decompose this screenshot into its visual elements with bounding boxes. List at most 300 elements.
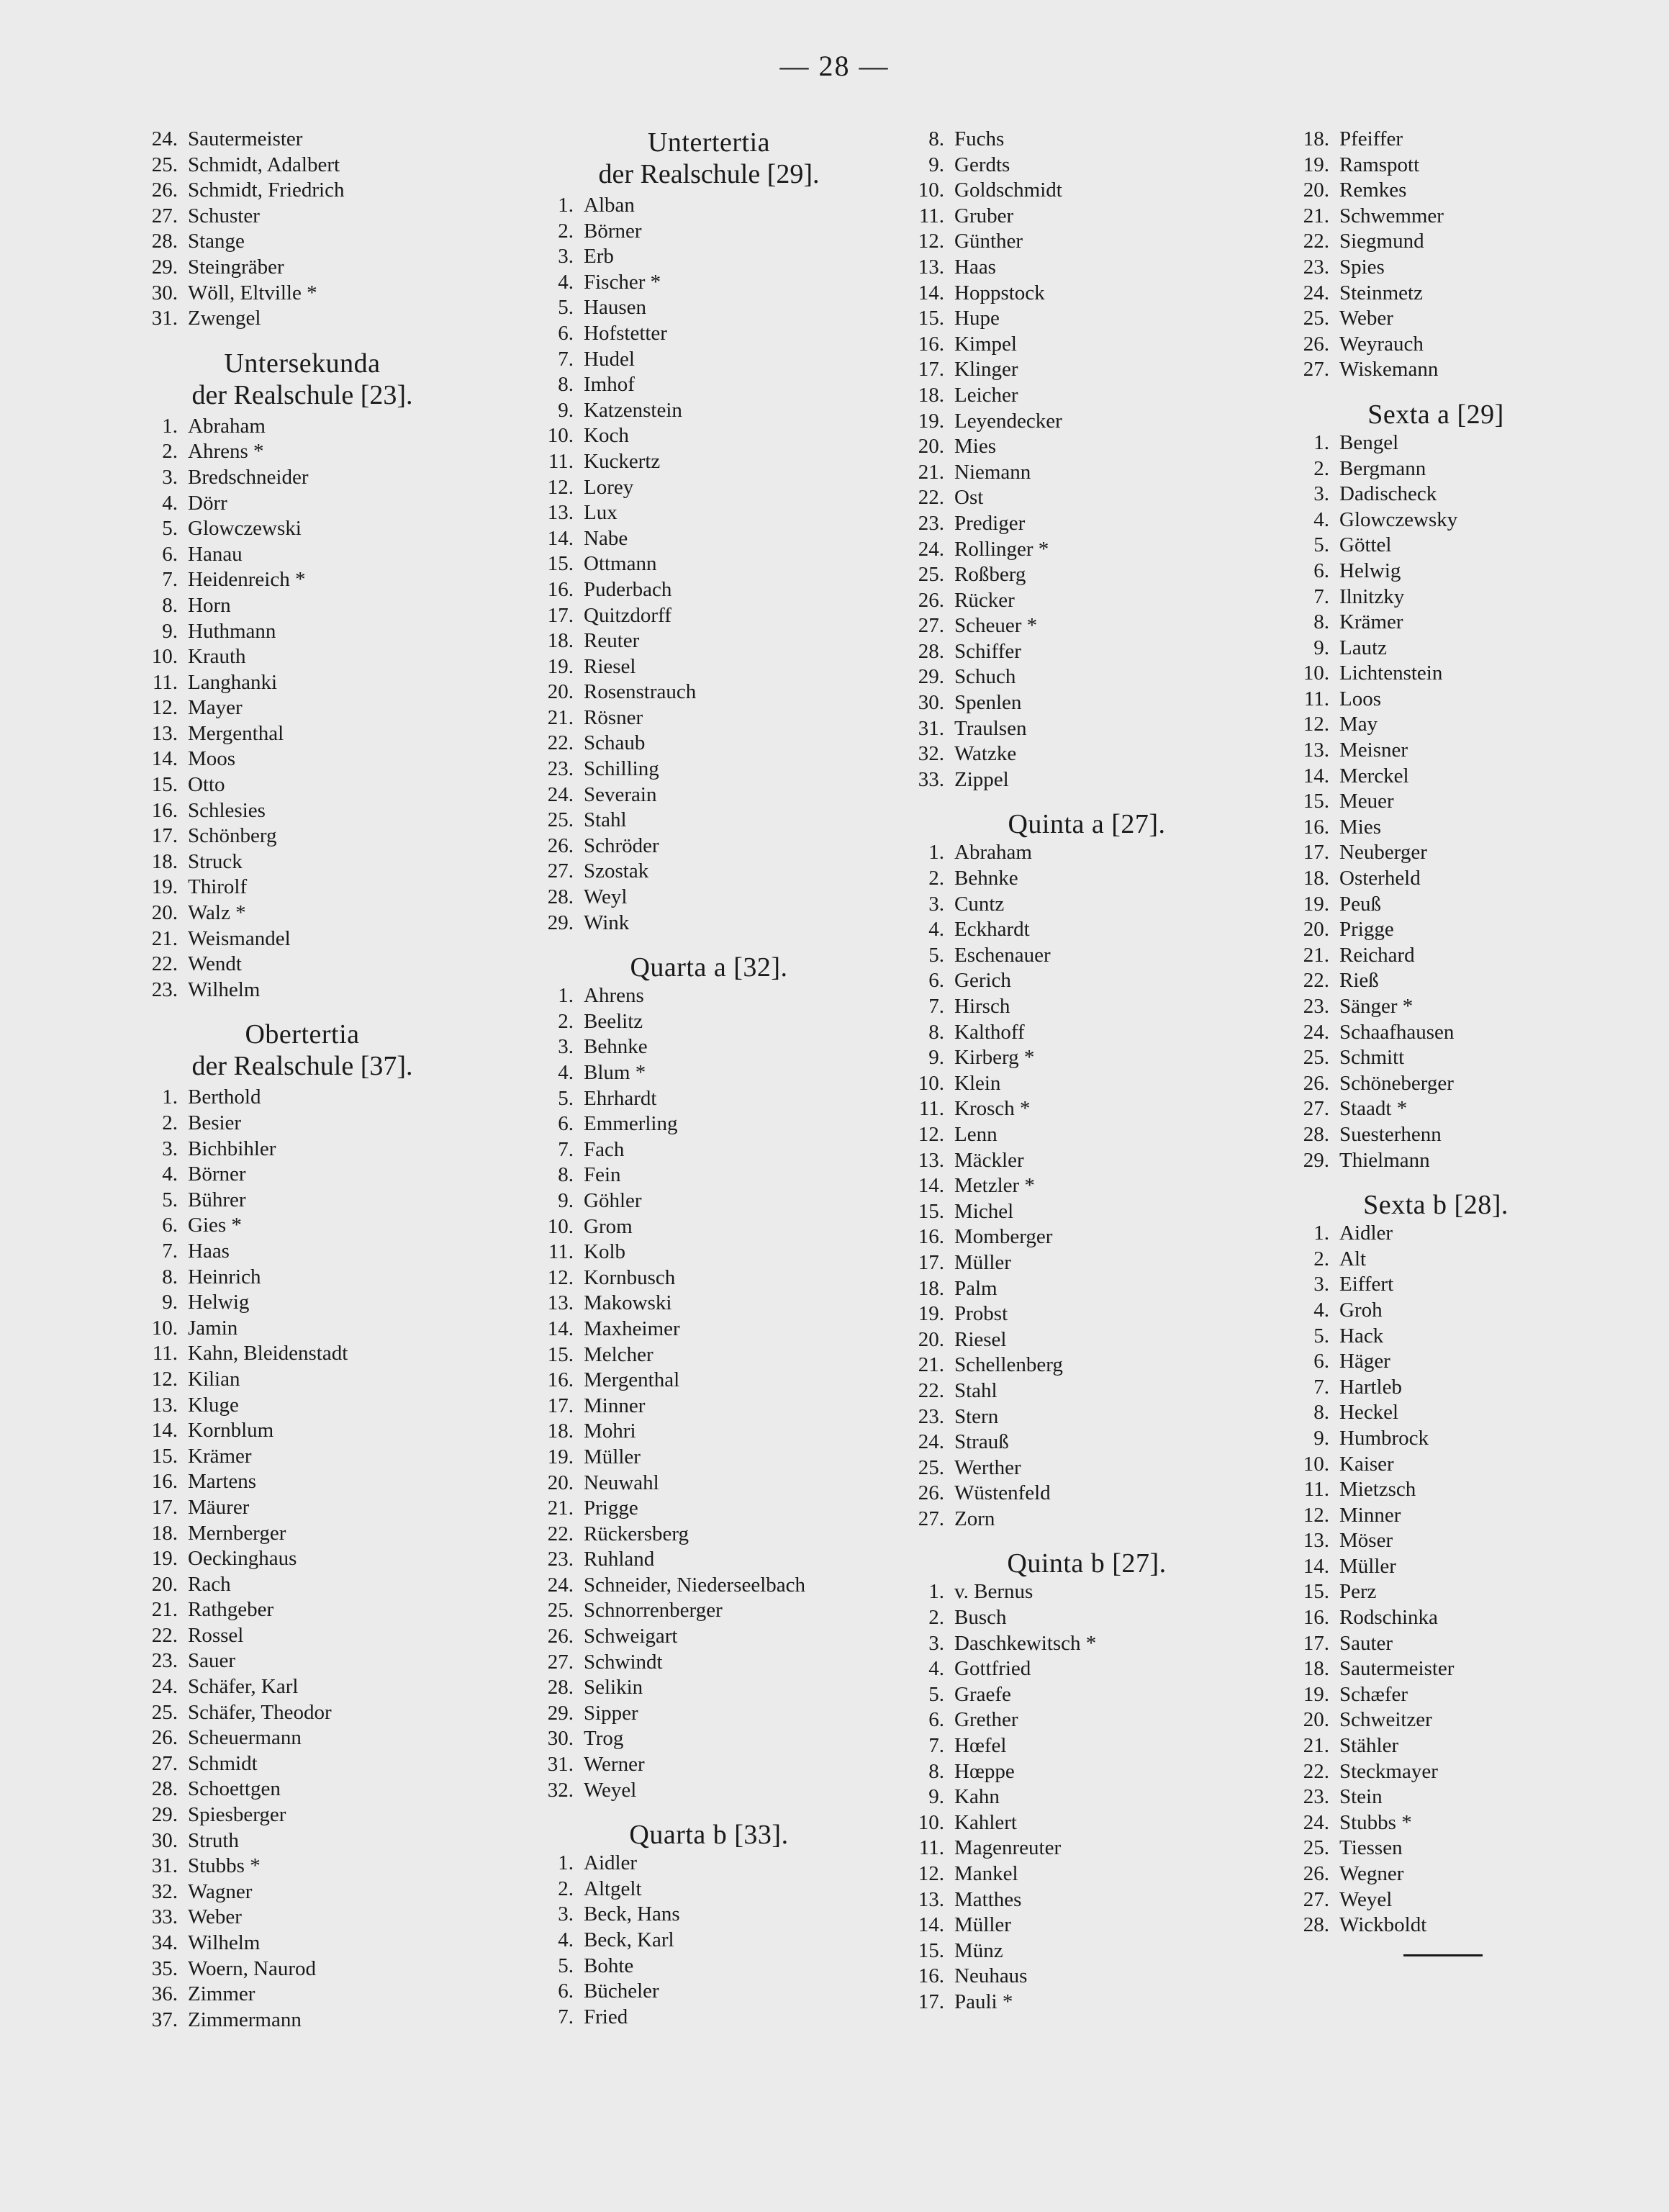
entry-number: 29. — [151, 255, 178, 279]
list-item — [900, 1148, 1274, 1174]
entry-number: 18. — [1303, 867, 1329, 890]
list-item — [900, 943, 1274, 969]
entry-number: 15. — [918, 1199, 944, 1223]
entry-name: Prigge — [584, 1497, 638, 1520]
entry-number: 23. — [151, 1649, 178, 1673]
entry-name: Sautermeister — [1339, 1657, 1455, 1681]
list-item — [529, 1573, 889, 1599]
list-item — [1285, 229, 1587, 255]
list-item — [529, 244, 889, 270]
entry-name: Rodschinka — [1339, 1606, 1438, 1630]
list-item — [900, 255, 1274, 281]
entry-number: 3. — [928, 892, 944, 916]
list-item — [133, 1777, 471, 1802]
entry-name: Grom — [584, 1214, 633, 1238]
entry-number: 10. — [1303, 1452, 1329, 1476]
list-item — [529, 1214, 889, 1240]
list-item — [133, 926, 471, 952]
entry-number: 20. — [547, 1471, 574, 1494]
list-item — [133, 952, 471, 978]
section-heading: Quarta b [33]. — [629, 1820, 789, 1851]
entry-name: Mies — [1339, 815, 1381, 839]
entry-name: Weyel — [584, 1778, 637, 1802]
list-item — [529, 1701, 889, 1727]
entry-number: 17. — [918, 1250, 944, 1274]
entry-name: Roßberg — [954, 563, 1026, 587]
entry-number: 24. — [547, 782, 574, 806]
entry-name: Rieß — [1339, 969, 1379, 993]
class-section — [900, 1548, 1274, 2015]
entry-name: Neuhaus — [954, 1964, 1028, 1988]
entry-number: 16. — [151, 1470, 178, 1494]
list-item — [529, 270, 889, 296]
entry-name: Schweigart — [584, 1625, 678, 1648]
list-item — [1285, 204, 1587, 230]
entry-number: 18. — [151, 849, 178, 873]
entry-number: 20. — [151, 901, 178, 925]
entry-name: Haas — [954, 255, 996, 279]
entry-number: 26. — [1303, 332, 1329, 356]
list-item — [1285, 306, 1587, 332]
list-item — [1285, 1861, 1587, 1887]
entry-name: Huthmann — [188, 619, 276, 643]
entry-number: 27. — [1303, 358, 1329, 382]
list-item — [529, 219, 889, 245]
list-item — [529, 885, 889, 911]
list-item — [133, 1879, 471, 1905]
entry-number: 23. — [547, 757, 574, 781]
entry-number: 19. — [1303, 1682, 1329, 1706]
entry-number: 22. — [151, 952, 178, 976]
entry-number: 8. — [1313, 1401, 1329, 1425]
list-item — [1285, 482, 1587, 507]
list-item — [529, 1675, 889, 1701]
list-item — [900, 204, 1274, 230]
entry-number: 6. — [1313, 559, 1329, 582]
entry-name: Blum * — [584, 1061, 646, 1084]
entry-number: 10. — [151, 645, 178, 669]
entry-number: 10. — [918, 1071, 944, 1095]
entry-name: Gerich — [954, 969, 1011, 993]
list-item — [900, 1481, 1274, 1507]
list-item — [529, 1522, 889, 1548]
entry-name: Imhof — [584, 373, 635, 397]
entry-name: Schwindt — [584, 1650, 663, 1674]
entry-number: 13. — [151, 1393, 178, 1417]
entry-number: 6. — [1313, 1350, 1329, 1373]
entry-name: Magenreuter — [954, 1836, 1062, 1860]
entry-name: Behnke — [954, 867, 1018, 890]
entry-number: 21. — [547, 705, 574, 729]
list-item — [900, 664, 1274, 690]
entry-name: Schöneberger — [1339, 1071, 1454, 1095]
list-item — [133, 1854, 471, 1879]
entry-name: Koch — [584, 424, 629, 448]
entry-number: 28. — [1303, 1913, 1329, 1937]
entry-number: 23. — [918, 511, 944, 535]
entry-number: 15. — [918, 307, 944, 330]
list-item — [1285, 917, 1587, 943]
list-item — [1285, 255, 1587, 281]
entry-number: 25. — [1303, 1046, 1329, 1070]
entry-name: Minner — [584, 1394, 646, 1417]
entry-number: 3. — [162, 465, 178, 489]
entry-name: Mies — [954, 435, 996, 459]
list-item — [900, 306, 1274, 332]
entry-name: Jamin — [188, 1316, 238, 1340]
entry-number: 32. — [918, 742, 944, 766]
entry-name: Katzenstein — [584, 398, 682, 422]
entry-number: 12. — [918, 1122, 944, 1146]
entry-number: 26. — [547, 1625, 574, 1648]
list-item — [529, 1650, 889, 1676]
entry-name: Probst — [954, 1302, 1008, 1326]
entry-number: 20. — [1303, 1708, 1329, 1732]
entry-number: 17. — [1303, 1631, 1329, 1655]
entry-name: Rollinger * — [954, 537, 1049, 561]
list-item — [900, 1836, 1274, 1861]
entry-name: Trog — [584, 1727, 624, 1751]
entry-name: Müller — [584, 1445, 641, 1468]
entry-name: Kornblum — [188, 1419, 274, 1443]
list-item — [900, 1071, 1274, 1097]
list-item — [900, 690, 1274, 716]
entry-name: Humbrock — [1339, 1426, 1429, 1450]
list-item — [529, 1726, 889, 1752]
entry-name: Kilian — [188, 1367, 240, 1391]
entry-number: 9. — [928, 153, 944, 176]
list-item — [900, 639, 1274, 665]
entry-number: 9. — [558, 398, 574, 422]
entry-number: 10. — [1303, 662, 1329, 685]
entry-number: 21. — [547, 1497, 574, 1520]
entry-number: 25. — [547, 808, 574, 832]
list-item — [133, 1265, 471, 1291]
list-item — [1285, 1554, 1587, 1580]
list-item — [900, 229, 1274, 255]
entry-name: Göttel — [1339, 533, 1392, 557]
entry-number: 5. — [1313, 533, 1329, 557]
entry-name: Langhanki — [188, 670, 278, 694]
entry-name: Leyendecker — [954, 409, 1062, 433]
entry-name: Martens — [188, 1470, 257, 1494]
entry-number: 9. — [928, 1046, 944, 1070]
list-item — [133, 900, 471, 926]
entry-number: 24. — [151, 127, 178, 150]
list-item — [1285, 764, 1587, 790]
entry-number: 4. — [162, 1163, 178, 1186]
entry-name: Schmidt — [188, 1751, 258, 1775]
list-item — [900, 1020, 1274, 1046]
entry-name: Heinrich — [188, 1265, 261, 1288]
list-item — [1285, 1221, 1587, 1247]
entry-number: 16. — [918, 1964, 944, 1988]
list-item — [1285, 610, 1587, 636]
entry-name: Heidenreich * — [188, 568, 306, 592]
entry-name: Schäfer, Karl — [188, 1675, 299, 1699]
entry-name: Krauth — [188, 645, 246, 669]
list-item — [1285, 281, 1587, 307]
list-item — [529, 1877, 889, 1902]
entry-number: 26. — [1303, 1071, 1329, 1095]
entry-number: 30. — [547, 1727, 574, 1751]
entry-number: 1. — [928, 841, 944, 865]
entry-number: 13. — [918, 1148, 944, 1172]
entry-name: Lorey — [584, 475, 634, 499]
entry-name: Eckhardt — [954, 918, 1030, 942]
list-item — [529, 1265, 889, 1291]
list-item — [1285, 892, 1587, 918]
list-item — [529, 321, 889, 347]
entry-name: Stubbs * — [1339, 1810, 1412, 1834]
entry-name: Prediger — [954, 511, 1026, 535]
entry-name: Fein — [584, 1163, 621, 1187]
entry-number: 3. — [558, 1902, 574, 1926]
entry-number: 11. — [918, 1836, 944, 1860]
list-item — [1285, 1503, 1587, 1529]
entry-name: Glowczewski — [188, 517, 302, 541]
entry-name: Gies * — [188, 1214, 242, 1237]
entry-number: 9. — [1313, 1426, 1329, 1450]
list-item — [133, 849, 471, 875]
list-item — [529, 859, 889, 885]
entry-number: 22. — [1303, 1759, 1329, 1783]
list-item — [133, 2008, 471, 2033]
entry-name: Gerdts — [954, 153, 1010, 176]
entry-number: 4. — [928, 918, 944, 942]
entry-name: Kahlert — [954, 1810, 1017, 1834]
entry-name: Hofstetter — [584, 321, 667, 345]
entry-number: 3. — [1313, 1273, 1329, 1296]
entry-number: 5. — [162, 517, 178, 541]
entry-name: Tiessen — [1339, 1836, 1403, 1860]
list-item — [529, 1368, 889, 1394]
list-item — [1285, 1247, 1587, 1273]
entry-name: Klinger — [954, 358, 1018, 382]
entry-number: 6. — [928, 969, 944, 993]
entry-name: Ehrhardt — [584, 1086, 657, 1110]
entry-name: Thirolf — [188, 875, 248, 899]
entry-number: 23. — [1303, 995, 1329, 1018]
list-item — [133, 1085, 471, 1111]
list-item — [529, 808, 889, 834]
entry-number: 26. — [1303, 1862, 1329, 1885]
entry-name: Rathgeber — [188, 1598, 274, 1622]
entry-number: 6. — [558, 1112, 574, 1136]
entry-number: 19. — [151, 1547, 178, 1571]
entry-number: 16. — [1303, 815, 1329, 839]
list-item — [133, 1444, 471, 1470]
entry-name: Gruber — [954, 204, 1014, 227]
entry-name: Schröder — [584, 834, 659, 857]
entry-number: 27. — [918, 1507, 944, 1530]
entry-number: 1. — [558, 984, 574, 1008]
entry-name: Oeckinghaus — [188, 1547, 297, 1571]
entry-name: Sauer — [188, 1649, 236, 1673]
entry-name: Metzler * — [954, 1174, 1035, 1198]
entry-name: Rach — [188, 1572, 231, 1596]
list-item — [1285, 968, 1587, 994]
list-item — [133, 695, 471, 721]
entry-name: Sautermeister — [188, 127, 303, 150]
entry-name: Abraham — [188, 414, 266, 438]
entry-name: Schellenberg — [954, 1353, 1063, 1377]
list-item — [133, 798, 471, 824]
entry-name: Wöll, Eltville * — [188, 281, 317, 304]
section-heading: Quinta a [27]. — [1008, 809, 1166, 840]
entry-number: 23. — [1303, 1785, 1329, 1809]
list-item — [133, 1648, 471, 1674]
list-item — [1285, 866, 1587, 892]
entry-name: Ilnitzky — [1339, 584, 1405, 608]
list-item — [900, 1887, 1274, 1913]
list-item — [529, 911, 889, 936]
list-item — [1285, 1045, 1587, 1071]
entry-name: Müller — [1339, 1554, 1396, 1578]
list-item — [900, 1913, 1274, 1938]
entry-number: 4. — [1313, 1298, 1329, 1322]
list-item — [1285, 357, 1587, 383]
list-item — [1285, 994, 1587, 1020]
class-section — [133, 348, 471, 1003]
entry-number: 20. — [547, 680, 574, 704]
list-item — [529, 1778, 889, 1804]
list-item — [900, 1301, 1274, 1327]
entry-number: 22. — [918, 1378, 944, 1402]
entry-name: Mäurer — [188, 1495, 250, 1519]
entry-name: Haas — [188, 1239, 230, 1263]
entry-number: 26. — [151, 179, 178, 202]
entry-name: Bergmann — [1339, 456, 1426, 480]
list-item — [133, 1828, 471, 1854]
entry-name: Goldschmidt — [954, 179, 1062, 202]
list-item — [900, 178, 1274, 204]
entry-number: 25. — [1303, 307, 1329, 330]
list-item — [1285, 559, 1587, 584]
list-item — [1285, 533, 1587, 559]
entry-number: 21. — [918, 1353, 944, 1377]
list-item — [529, 654, 889, 680]
entry-number: 31. — [918, 716, 944, 740]
entry-name: Zippel — [954, 767, 1009, 791]
entry-number: 13. — [1303, 1529, 1329, 1553]
entry-name: Aidler — [1339, 1222, 1393, 1245]
list-item — [133, 1521, 471, 1547]
entry-name: Wiskemann — [1339, 358, 1439, 382]
entry-name: Mäckler — [954, 1148, 1024, 1172]
entry-number: 7. — [558, 2005, 574, 2028]
entry-name: Wüstenfeld — [954, 1481, 1051, 1505]
entry-name: Kahn — [954, 1785, 1000, 1809]
entry-number: 3. — [162, 1137, 178, 1160]
entry-number: 17. — [547, 603, 574, 627]
entry-number: 11. — [918, 1097, 944, 1121]
entry-number: 2. — [1313, 456, 1329, 480]
list-item — [1285, 1707, 1587, 1733]
entry-number: 27. — [547, 859, 574, 883]
list-item — [900, 968, 1274, 994]
entry-number: 8. — [928, 127, 944, 150]
entry-name: Prigge — [1339, 918, 1394, 942]
entry-number: 21. — [151, 1598, 178, 1622]
list-item — [900, 434, 1274, 460]
entry-number: 28. — [151, 230, 178, 253]
list-item — [529, 705, 889, 731]
section-subheading: der Realschule [23]. — [191, 379, 413, 410]
end-rule-divider — [1403, 1954, 1483, 1956]
entry-name: Kaiser — [1339, 1452, 1394, 1476]
entry-name: Otto — [188, 773, 225, 797]
entry-number: 4. — [1313, 507, 1329, 531]
list-item — [529, 1111, 889, 1137]
entry-number: 8. — [928, 1759, 944, 1783]
list-item — [133, 1239, 471, 1265]
entry-name: Hanau — [188, 542, 243, 566]
entry-number: 24. — [1303, 1810, 1329, 1834]
list-item — [133, 1341, 471, 1367]
entry-name: Bührer — [188, 1188, 246, 1211]
list-item — [1285, 1324, 1587, 1350]
list-item — [133, 1905, 471, 1931]
list-item — [900, 562, 1274, 588]
entry-name: Berthold — [188, 1085, 261, 1109]
class-section — [133, 1019, 471, 2033]
list-item — [900, 1861, 1274, 1887]
entry-number: 3. — [928, 1631, 944, 1655]
list-item — [1285, 661, 1587, 687]
entry-number: 8. — [558, 1163, 574, 1187]
entry-name: Palm — [954, 1276, 998, 1300]
entry-number: 1. — [558, 194, 574, 217]
list-item — [529, 1317, 889, 1342]
entry-name: Rosenstrauch — [584, 680, 697, 704]
entry-name: Struck — [188, 849, 243, 873]
list-item — [1285, 1375, 1587, 1401]
list-item — [900, 741, 1274, 767]
entry-name: Hoppstock — [954, 281, 1045, 304]
entry-name: Sänger * — [1339, 995, 1414, 1018]
entry-name: Schmidt, Adalbert — [188, 153, 340, 176]
entry-number: 5. — [558, 1954, 574, 1977]
section-heading: Obertertia — [245, 1019, 360, 1050]
entry-number: 29. — [547, 1701, 574, 1725]
entry-number: 5. — [162, 1188, 178, 1211]
list-item — [900, 1631, 1274, 1657]
entry-name: Alt — [1339, 1247, 1367, 1270]
list-item — [1285, 1477, 1587, 1503]
entry-number: 8. — [1313, 610, 1329, 634]
entry-number: 20. — [151, 1572, 178, 1596]
entry-number: 17. — [1303, 841, 1329, 865]
list-item — [1285, 1784, 1587, 1810]
entry-number: 15. — [547, 1342, 574, 1366]
entry-number: 6. — [162, 1214, 178, 1237]
section-subheading: der Realschule [37]. — [191, 1051, 413, 1082]
entry-number: 12. — [151, 696, 178, 720]
entry-number: 13. — [1303, 739, 1329, 762]
list-item — [529, 500, 889, 526]
list-item — [1285, 1071, 1587, 1097]
entry-number: 24. — [151, 1675, 178, 1699]
entry-number: 14. — [918, 281, 944, 304]
list-item — [900, 332, 1274, 358]
list-item — [529, 1471, 889, 1497]
entry-name: Schæfer — [1339, 1682, 1408, 1706]
entry-name: Kahn, Bleidenstadt — [188, 1342, 348, 1365]
list-item — [529, 193, 889, 219]
list-item — [900, 511, 1274, 537]
list-item — [529, 1163, 889, 1188]
